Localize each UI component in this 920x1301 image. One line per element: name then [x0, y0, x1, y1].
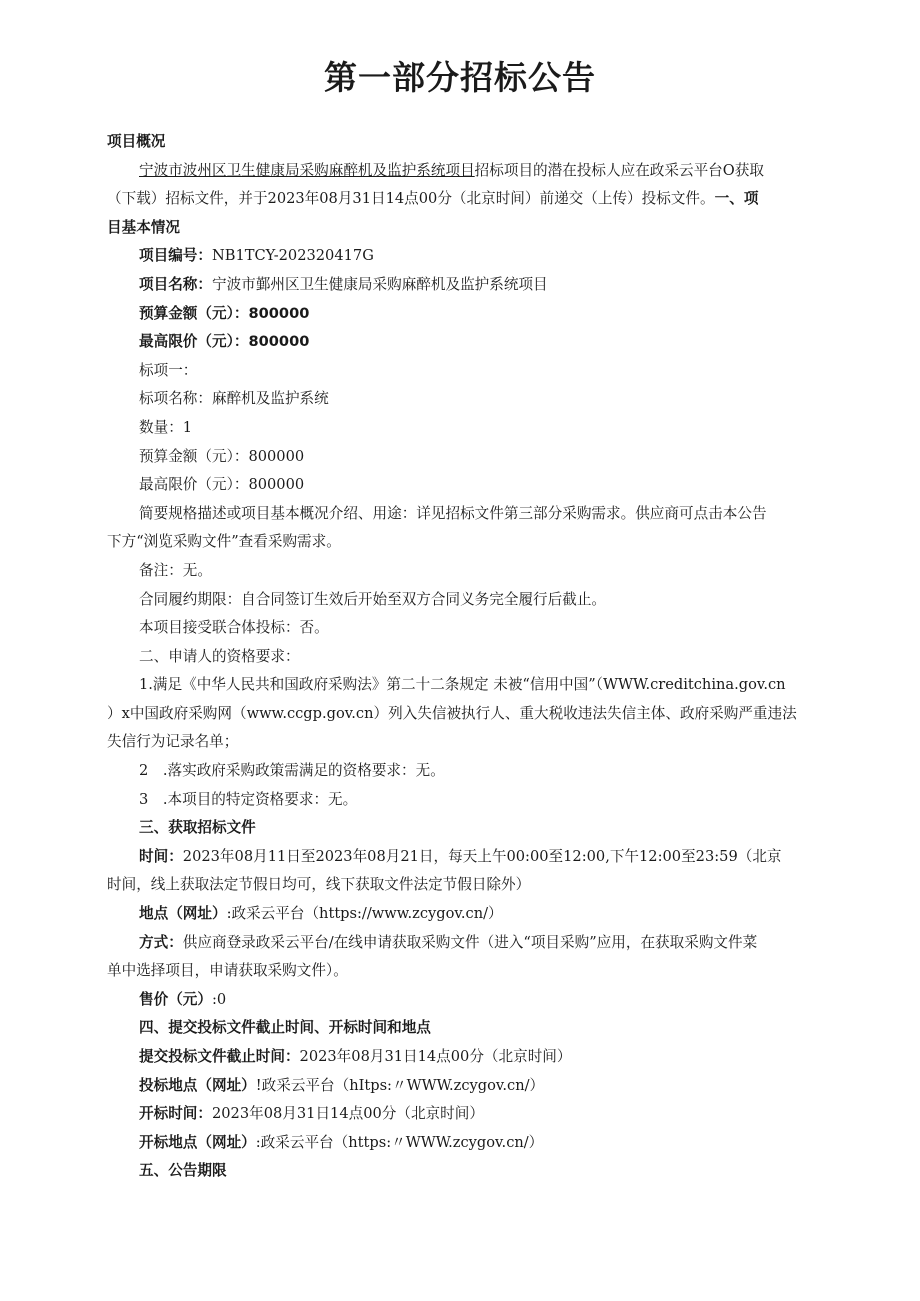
method-row	[107, 929, 821, 958]
location-row	[107, 900, 821, 929]
overview-line-1	[107, 157, 821, 186]
method-line-1: 供应商登录政采云平台/在线申请获取采购文件（进入“项目采购”应用，在获取采购文件菜	[182, 933, 758, 951]
project-no-row	[107, 242, 821, 271]
section1-heading-end: 目基本情况	[107, 218, 180, 236]
spec-line-1: 简要规格描述或项目基本概况介绍、用途：详见招标文件第三部分采购需求。供应商可点击本公告	[139, 504, 767, 522]
requirement-3: 3 .本项目的特定资格要求：无。	[139, 790, 358, 808]
requirement-1-line-1: 1.满足《中华人民共和国政府采购法》第二十二条规定 未被“信用中国”（WWW.creditchina.gov.cn	[139, 676, 786, 694]
deadline-label: 提交投标文件截止时间：	[139, 1048, 300, 1065]
bid-location-row	[107, 1072, 821, 1101]
opening-location-row	[107, 1129, 821, 1158]
time-line-1: 2023年08月11日至2023年08月21日，每天上午00:00至12:00,下午12:00至23:59（北京	[182, 847, 782, 865]
lot-budget: 预算金额（元）：800000	[139, 447, 305, 465]
bid-location-label: 投标地点（网址）	[139, 1076, 256, 1094]
overview-line1-rest: 招标项目的潜在投标人应在政采云平台O获取	[474, 161, 764, 179]
project-name-value: 宁波市鄞州区卫生健康局采购麻醉机及监护系统项目	[211, 275, 548, 293]
budget-label: 预算金额（元）：	[139, 304, 249, 322]
price-row	[107, 986, 821, 1015]
max-price-label: 最高限价（元）：	[139, 333, 249, 351]
location-value: :政采云平台（https://www.zcygov.cn/）	[226, 905, 503, 923]
project-no-value: NB1TCY-202320417G	[211, 247, 374, 265]
requirement-2: 2 .落实政府采购政策需满足的资格要求：无。	[139, 762, 445, 780]
project-name-row	[107, 271, 821, 300]
time-line-2: 时间，线上获取法定节假日均可，线下获取文件法定节假日除外）	[107, 876, 531, 894]
deadline-row	[107, 1043, 821, 1072]
time-label: 时间：	[139, 847, 183, 865]
time-row	[107, 843, 821, 872]
requirement-1-line-2: ）x中国政府采购网（www.ccgp.gov.cn）列入失信被执行人、重大税收违法失信主体、政府采购严重违法	[107, 704, 797, 722]
opening-time-row	[107, 1100, 821, 1129]
opening-time-label: 开标时间：	[139, 1105, 212, 1123]
document-body	[107, 128, 821, 1186]
price-value: :0	[211, 990, 227, 1008]
price-label: 售价（元）	[139, 990, 212, 1008]
page-title: 第一部分招标公告	[324, 58, 596, 97]
project-name-label: 项目名称：	[139, 275, 212, 293]
section3-heading: 三、获取招标文件	[139, 819, 256, 837]
section2-heading: 二、申请人的资格要求：	[139, 647, 300, 665]
consortium: 本项目接受联合体投标：否。	[139, 619, 329, 637]
spec-line-2: 下方“浏览采购文件”查看采购需求。	[107, 533, 341, 551]
remark: 备注：无。	[139, 561, 212, 579]
bid-location-value: !政采云平台（hItps:〃WWW.zcygov.cn/）	[255, 1076, 545, 1094]
overview-heading: 项目概况	[107, 133, 166, 150]
overview-line2-text: （下载）招标文件，并于2023年08月31日14点00分（北京时间）前递交（上传）投标文件。	[107, 190, 715, 208]
lot-name: 标项名称：麻醉机及监护系统	[139, 390, 329, 408]
method-label: 方式：	[139, 933, 183, 951]
budget-row	[107, 300, 821, 329]
section1-heading-start: 一、项	[714, 190, 759, 208]
overview-line-2	[107, 185, 821, 214]
opening-time-value: 2023年08月31日14点00分（北京时间）	[211, 1105, 484, 1123]
method-line-2: 单中选择项目，申请获取采购文件）。	[107, 962, 348, 980]
overview-project-link[interactable]: 宁波市波州区卫生健康局采购麻醉机及监护系统项目	[139, 161, 475, 179]
lot-max-price: 最高限价（元）：800000	[139, 476, 305, 494]
requirement-1-line-3: 失信行为记录名单；	[107, 733, 239, 751]
opening-location-label: 开标地点（网址）	[139, 1133, 256, 1151]
project-no-label: 项目编号：	[139, 247, 212, 265]
contract-period: 合同履约期限：自合同签订生效后开始至双方合同义务完全履行后截止。	[139, 590, 607, 608]
section4-heading: 四、提交投标文件截止时间、开标时间和地点	[139, 1019, 431, 1037]
max-price-value: 800000	[248, 333, 310, 351]
deadline-value: 2023年08月31日14点00分（北京时间）	[299, 1048, 572, 1065]
location-label: 地点（网址）	[139, 905, 227, 923]
max-price-row	[107, 328, 821, 357]
lot-quantity: 数量：1	[139, 418, 193, 436]
lot-title: 标项一：	[139, 361, 198, 379]
opening-location-value: :政采云平台（https:〃WWW.zcygov.cn/）	[255, 1133, 544, 1151]
budget-value: 800000	[248, 304, 310, 322]
section5-heading: 五、公告期限	[139, 1162, 227, 1180]
